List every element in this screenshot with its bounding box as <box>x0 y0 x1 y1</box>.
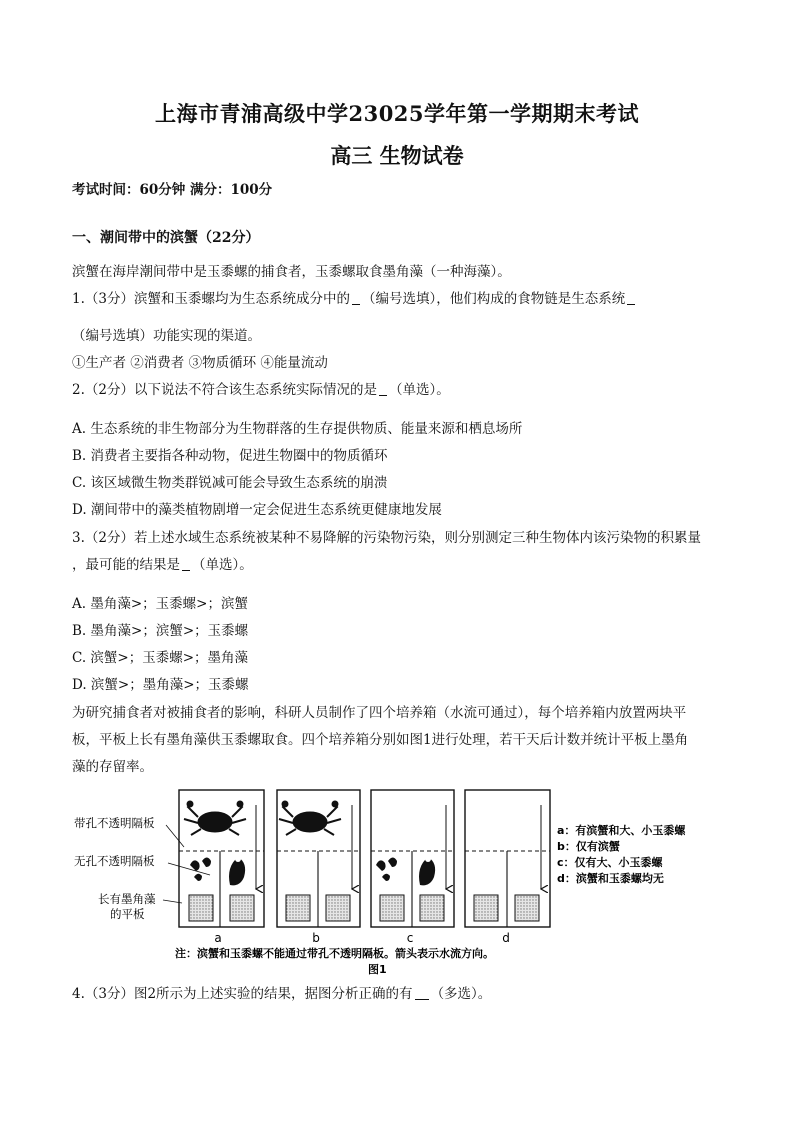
answer-blank-4[interactable] <box>182 556 190 571</box>
tank-label-d: d <box>502 931 510 945</box>
q4-tail: （多选）。 <box>430 986 492 1002</box>
large-snail-icon <box>419 856 435 885</box>
question-1 <box>72 290 637 308</box>
tank-d <box>465 790 550 927</box>
paragraph-line-3: 藻的存留率。 <box>72 759 153 775</box>
leader-line-solid <box>168 863 210 875</box>
q1-part-b: （编号选填），他们构成的食物链是生态系统 <box>361 291 626 307</box>
q2-option-a: A. 生态系统的非生物部分为生物群落的生存提供物质、能量来源和栖息场所 <box>72 421 523 437</box>
answer-blank-5[interactable] <box>415 985 429 1000</box>
q2-option-c: C. 该区域微生物类群锐减可能会导致生态系统的崩溃 <box>72 475 388 491</box>
q4-stem: 4.（3分）图2所示为上述实验的结果，据图分析正确的有 <box>72 986 413 1002</box>
q2-option-b: B. 消费者主要指各种动物，促进生物圈中的物质循环 <box>72 448 388 464</box>
q3-stem-line2: ，最可能的结果是 <box>72 557 180 573</box>
small-snail-icon <box>376 858 397 882</box>
intro-text: 滨蟹在海岸潮间带中是玉黍螺的捕食者，玉黍螺取食墨角藻（一种海藻）。 <box>72 264 511 280</box>
tank-b <box>277 790 360 927</box>
exam-title: 上海市青浦高级中学23025学年第一学期期末考试 <box>154 101 640 126</box>
legend-b: b：仅有滨蟹 <box>557 840 620 853</box>
question-4 <box>72 985 491 1003</box>
question-3 <box>72 556 253 574</box>
q2-option-d: D. 潮间带中的藻类植物剧增一定会促进生态系统更健康地发展 <box>72 502 442 518</box>
q1-part-a: 1.（3分）滨蟹和玉黍螺均为生态系统成分中的 <box>72 291 350 307</box>
legend-a: a：有滨蟹和大、小玉黍螺 <box>557 824 686 837</box>
label-perforated-partition: 带孔不透明隔板 <box>74 816 155 830</box>
figure-note: 注：滨蟹和玉黍螺不能通过带孔不透明隔板。箭头表示水流方向。 <box>175 947 494 960</box>
question-2 <box>72 381 450 399</box>
q3-tail: （单选）。 <box>192 557 253 573</box>
tank-c <box>371 790 454 927</box>
paragraph-line-2: 板，平板上长有墨角藻供玉黍螺取食。四个培养箱分别如图1进行处理，若干天后计数并统计平板上墨角 <box>72 732 689 748</box>
leader-line-perforated <box>166 825 184 847</box>
answer-blank-2[interactable] <box>627 290 635 305</box>
crab-icon <box>184 801 246 835</box>
label-solid-partition: 无孔不透明隔板 <box>74 854 155 868</box>
q3-stem-line1: 3.（2分）若上述水域生态系统被某种不易降解的污染物污染，则分别测定三种生物体内该污染物的积累量 <box>72 530 701 546</box>
figure-1 <box>70 785 730 980</box>
tank-label-b: b <box>312 931 320 945</box>
q2-stem: 2.（2分）以下说法不符合该生态系统实际情况的是 <box>72 382 377 398</box>
small-snail-icon <box>190 858 211 882</box>
figure-caption: 图1 <box>368 963 387 976</box>
q3-option-b: B. 墨角藻>；滨蟹>；玉黍螺 <box>72 623 249 639</box>
tank-a <box>179 790 264 927</box>
q3-option-a: A. 墨角藻>；玉黍螺>；滨蟹 <box>72 596 248 612</box>
tank-label-c: c <box>406 931 414 945</box>
answer-blank-1[interactable] <box>352 290 360 305</box>
q3-option-c: C. 滨蟹>；玉黍螺>；墨角藻 <box>72 650 249 666</box>
label-plate-line2: 的平板 <box>110 907 145 921</box>
answer-blank-3[interactable] <box>379 381 387 396</box>
legend-d: d：滨蟹和玉黍螺均无 <box>557 872 664 885</box>
label-plate-line1: 长有墨角藻 <box>98 892 156 906</box>
crab-icon <box>279 801 341 835</box>
section-heading: 一、潮间带中的滨蟹（22分） <box>72 230 260 246</box>
legend-c: c：仅有大、小玉黍螺 <box>557 856 663 869</box>
paragraph-line-1: 为研究捕食者对被捕食者的影响，科研人员制作了四个培养箱（水流可通过），每个培养箱内放置两块平 <box>72 705 687 721</box>
exam-subtitle: 高三 生物试卷 <box>330 143 464 168</box>
q1-part-c: （编号选填）功能实现的渠道。 <box>72 328 261 344</box>
large-snail-icon <box>229 856 245 885</box>
exam-info: 考试时间：60分钟 满分：100分 <box>72 182 273 198</box>
q1-options: ①生产者 ②消费者 ③物质循环 ④能量流动 <box>72 355 328 371</box>
q2-tail: （单选）。 <box>388 382 450 398</box>
q3-option-d: D. 滨蟹>；墨角藻>；玉黍螺 <box>72 677 249 693</box>
tank-label-a: a <box>214 931 222 945</box>
